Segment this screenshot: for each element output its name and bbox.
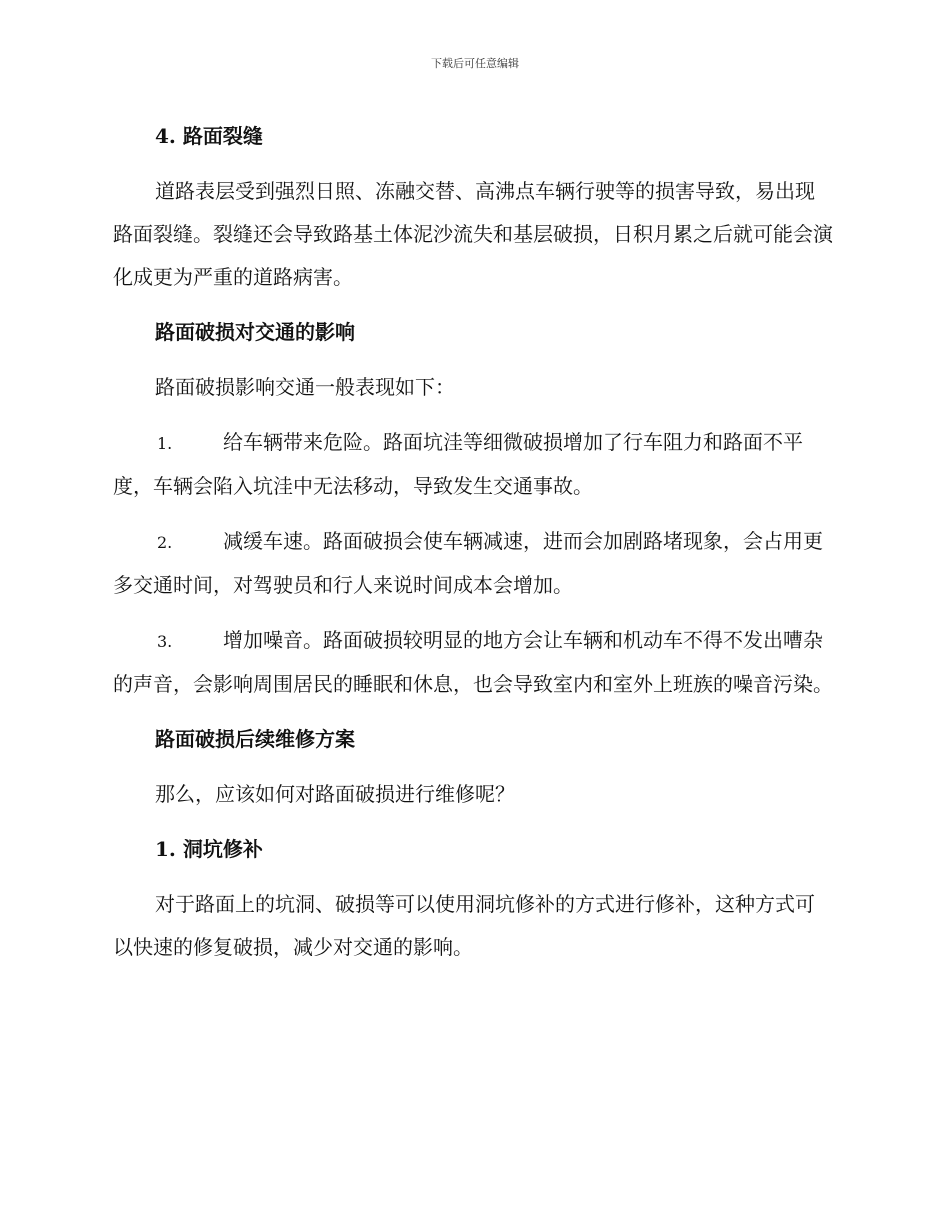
list-item-text: 增加噪音。路面破损较明显的地方会让车辆和机动车不得不发出嘈杂的声音，会影响周围居民的睡眠和休息，也会导致室内和室外上班族的噪音污染。 — [113, 628, 833, 696]
paragraph-repair-intro: 那么，应该如何对路面破损进行维修呢？ — [155, 782, 515, 806]
page-header: 下载后可任意编辑 — [431, 57, 519, 70]
paragraph-pothole: 对于路面上的坑洞、破损等可以使用洞坑修补的方式进行修补，这种方式可以快速的修复破损，减少对交通的影响。 — [113, 892, 815, 959]
list-item-number: 1. — [157, 434, 173, 453]
list-item-number: 3. — [157, 632, 173, 651]
section-heading-repair: 路面破损后续维修方案 — [155, 727, 355, 751]
section-heading-impact: 路面破损对交通的影响 — [155, 320, 355, 344]
list-item — [113, 421, 833, 508]
section-heading-cracks: 4. 路面裂缝 — [155, 124, 263, 148]
section-heading-pothole: 1. 洞坑修补 — [155, 837, 263, 861]
list-item-number: 2. — [157, 533, 173, 552]
list-item-text: 给车辆带来危险。路面坑洼等细微破损增加了行车阻力和路面不平度，车辆会陷入坑洼中无法移动，导致发生交通事故。 — [113, 430, 803, 498]
list-item — [113, 520, 833, 607]
paragraph-impact-intro: 路面破损影响交通一般表现如下： — [155, 375, 455, 399]
paragraph-cracks: 道路表层受到强烈日照、冻融交替、高沸点车辆行驶等的损害导致，易出现路面裂缝。裂缝还会导致路基土体泥沙流失和基层破损，日积月累之后就可能会演化成更为严重的道路病害。 — [113, 179, 833, 289]
list-item — [113, 619, 833, 706]
document-body — [113, 115, 833, 981]
list-item-text: 减缓车速。路面破损会使车辆减速，进而会加剧路堵现象，会占用更多交通时间，对驾驶员和行人来说时间成本会增加。 — [113, 529, 823, 597]
